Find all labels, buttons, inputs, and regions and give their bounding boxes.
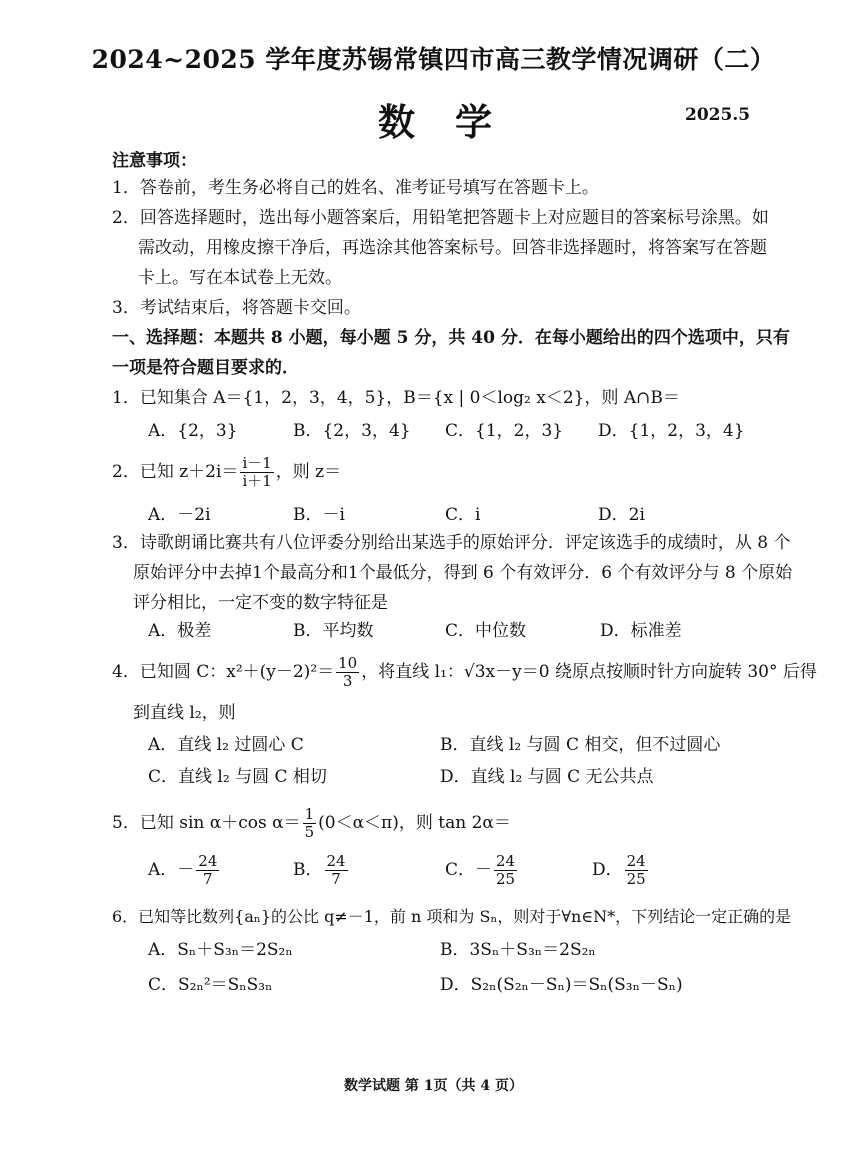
question-6-option-a: A．Sₙ＋S₃ₙ＝2S₂ₙ (148, 940, 293, 960)
question-5-option-d-den: 25 (626, 870, 646, 888)
exam-date: 2025.5 (685, 105, 751, 125)
question-6-option-c: C．S₂ₙ²＝SₙS₃ₙ (148, 975, 273, 995)
question-5-option-a-den: 7 (203, 870, 213, 888)
question-5-stem-pre: 5．已知 sin α＋cos α＝ (112, 813, 301, 833)
question-1-option-d: D．{1，2，3，4} (598, 421, 745, 441)
page-footer: 数学试题 第 1页（共 4 页） (344, 1078, 523, 1094)
question-5-option-b-fraction (325, 853, 348, 888)
question-3-line-3: 评分相比，一定不变的数字特征是 (133, 593, 388, 613)
question-1-option-a: A．{2，3} (148, 421, 238, 441)
question-2-option-a: A．－2i (148, 505, 211, 525)
question-2-fraction-num: i－1 (242, 454, 272, 472)
question-5-option-c-label: C．－ (445, 860, 493, 880)
question-5-option-c-fraction (494, 853, 517, 888)
question-2-option-c: C．i (445, 505, 481, 525)
notice-item-3: 3．考试结束后，将答题卡交回。 (112, 298, 361, 318)
exam-title: 2024~2025 学年度苏锡常镇四市高三教学情况调研（二） (91, 45, 776, 74)
question-5-fraction (303, 806, 317, 841)
question-2-stem-pre: 2．已知 z＋2i＝ (112, 462, 239, 482)
question-5-option-b-num: 24 (326, 852, 346, 870)
section-1-heading: 一、选择题：本题共 8 小题，每小题 5 分，共 40 分．在每小题给出的四个选项中，只有 (112, 328, 790, 348)
question-4-option-a: A．直线 l₂ 过圆心 C (148, 735, 304, 755)
question-5-stem (112, 806, 511, 841)
question-4-fraction-num: 10 (338, 654, 358, 672)
question-4-stem-post: ，将直线 l₁：√3x－y＝0 绕原点按顺时针方向旋转 30° 后得 (361, 662, 817, 682)
question-5-option-d-label: D． (592, 860, 623, 880)
question-3-option-c: C．中位数 (445, 621, 527, 641)
question-5-option-a-fraction (196, 853, 219, 888)
question-5-option-d-fraction (625, 853, 648, 888)
question-5-option-c (445, 853, 519, 888)
notice-item-1: 1．答卷前，考生务必将自己的姓名、准考证号填写在答题卡上。 (112, 178, 599, 198)
question-5-option-d (592, 853, 650, 888)
question-5-option-c-den: 25 (496, 870, 516, 888)
question-3-option-b: B．平均数 (293, 621, 374, 641)
question-2-stem-post: ，则 z＝ (275, 462, 342, 482)
question-1-option-c: C．{1，2，3} (445, 421, 564, 441)
question-2-option-b: B．－i (293, 505, 345, 525)
question-3-line-1: 3．诗歌朗诵比赛共有八位评委分别给出某选手的原始评分．评定该选手的成绩时，从 8 个 (112, 533, 791, 553)
question-6-option-b: B．3Sₙ＋S₃ₙ＝2S₂ₙ (440, 940, 596, 960)
question-4-fraction-den: 3 (342, 672, 353, 690)
question-5-option-a-num: 24 (198, 852, 218, 870)
question-2-option-d: D．2i (598, 505, 645, 525)
question-4-stem-pre: 4．已知圆 C：x²＋(y－2)²＝ (112, 662, 335, 682)
question-4-line-2: 到直线 l₂，则 (133, 703, 236, 723)
question-4-fraction (336, 655, 359, 690)
question-1-option-b: B．{2，3，4} (293, 421, 411, 441)
question-4-stem (112, 655, 817, 690)
question-6-option-d: D．S₂ₙ(S₂ₙ－Sₙ)＝Sₙ(S₃ₙ－Sₙ) (440, 975, 683, 995)
question-5-fraction-den: 5 (304, 823, 315, 841)
question-4-option-b: B．直线 l₂ 与圆 C 相交，但不过圆心 (440, 735, 721, 755)
question-5-option-c-num: 24 (496, 852, 516, 870)
question-4-option-c: C．直线 l₂ 与圆 C 相切 (148, 767, 327, 787)
question-6-stem: 6．已知等比数列{aₙ}的公比 q≠－1，前 n 项和为 Sₙ，则对于∀n∈N*，下列结论一定正确的是 (112, 907, 792, 926)
notice-item-2-line-3: 卡上。写在本试卷上无效。 (138, 268, 342, 288)
question-5-stem-post: (0＜α＜π)，则 tan 2α＝ (318, 813, 511, 833)
question-5-option-b-den: 7 (331, 870, 341, 888)
question-5-option-a (148, 853, 221, 888)
question-5-fraction-num: 1 (304, 805, 315, 823)
question-3-option-a: A．极差 (148, 621, 212, 641)
question-3-option-d: D．标准差 (600, 621, 682, 641)
subject-title: 数学 (378, 100, 532, 144)
section-1-heading-cont: 一项是符合题目要求的． (112, 358, 299, 378)
question-2-fraction (240, 455, 273, 490)
question-3-line-2: 原始评分中去掉1个最高分和1个最低分，得到 6 个有效评分．6 个有效评分与 8 个原始 (133, 563, 793, 583)
notice-heading: 注意事项： (112, 151, 197, 171)
notice-item-2-line-1: 2．回答选择题时，选出每小题答案后，用铅笔把答题卡上对应题目的答案标号涂黑。如 (112, 208, 769, 228)
question-1-stem: 1．已知集合 A＝{1，2，3，4，5}，B＝{x | 0＜log₂ x＜2}，则 A∩B＝ (112, 388, 680, 408)
question-4-option-d: D．直线 l₂ 与圆 C 无公共点 (440, 767, 654, 787)
question-5-option-b-label: B． (293, 860, 323, 880)
notice-item-2-line-2: 需改动，用橡皮擦干净后，再选涂其他答案标号。回答非选择题时，将答案写在答题 (138, 238, 767, 258)
question-2-fraction-den: i＋1 (242, 472, 272, 490)
question-5-option-b (293, 853, 350, 888)
question-5-option-d-num: 24 (626, 852, 646, 870)
question-2-stem (112, 455, 341, 490)
question-5-option-a-label: A．－ (148, 860, 195, 880)
